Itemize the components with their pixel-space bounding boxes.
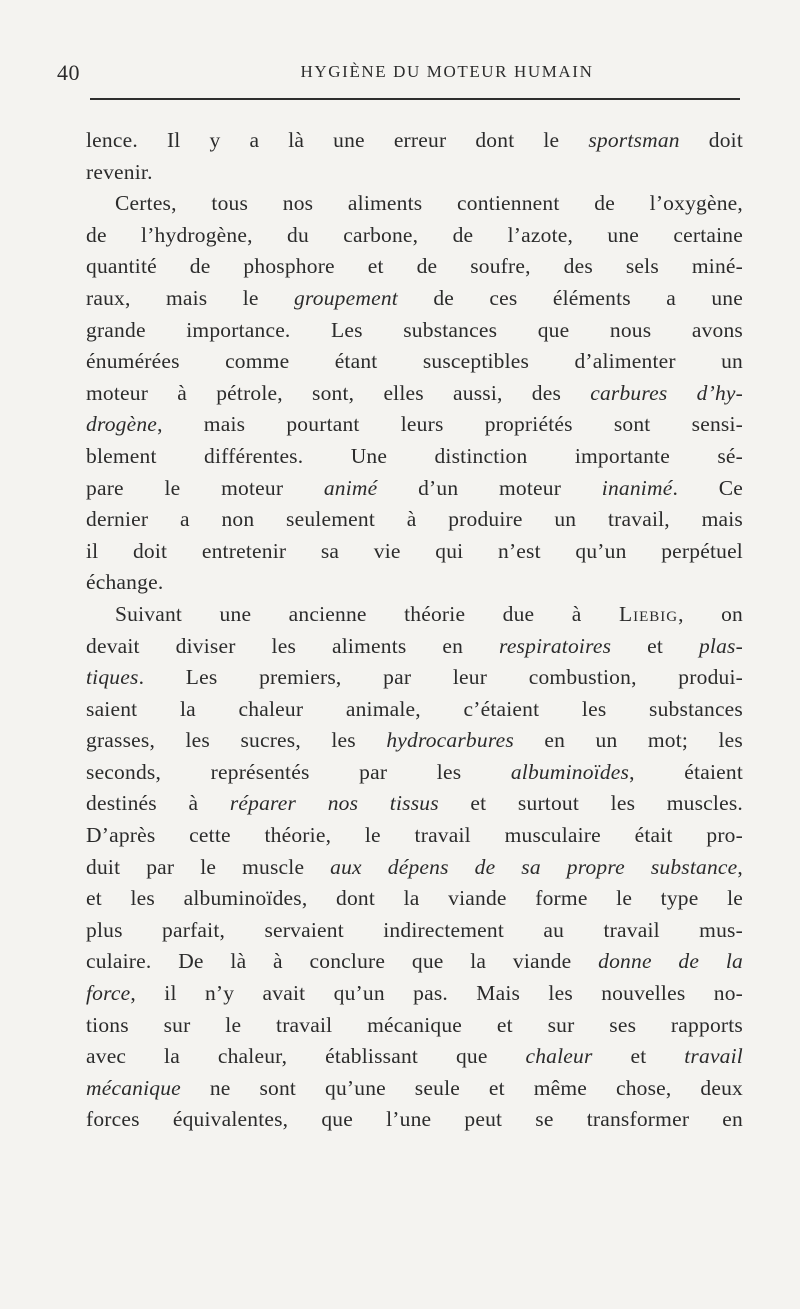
text-line: drogène, mais pourtant leurs propriétés sont sensi- [86,412,743,437]
text-line: destinés à réparer nos tissus et surtout les muscles. [86,791,743,816]
text-line: dernier a non seulement à produire un travail, mais [86,507,743,532]
text-line: avec la chaleur, établissant que chaleur et travail [86,1044,743,1069]
text-line: de l’hydrogène, du carbone, de l’azote, une certaine [86,222,743,247]
text-line: quantité de phosphore et de soufre, des sels miné- [86,254,743,279]
text-line: blement différentes. Une distinction importante sé- [86,443,743,468]
text-line: forces équivalentes, que l’une peut se transformer en [86,1107,743,1132]
text-line: pare le moteur animé d’un moteur inanimé. Ce [86,475,743,500]
text-line: échange. [86,570,164,595]
text-line: plus parfait, servaient indirectement au travail mus- [86,917,743,942]
text-line: duit par le muscle aux dépens de sa propre substance, [86,854,743,879]
page-number: 40 [57,60,80,85]
text-line: culaire. De là à conclure que la viande donne de la [86,949,743,974]
running-title: HYGIÈNE DU MOTEUR HUMAIN [300,62,594,81]
text-line: grande importance. Les substances que nous avons [86,317,743,342]
header-rule [90,98,740,100]
text-line: raux, mais le groupement de ces éléments a une [86,285,743,310]
running-head [57,60,737,90]
text-line: saient la chaleur animale, c’étaient les substances [86,696,743,721]
text-line: il doit entretenir sa vie qui n’est qu’un perpétuel [86,538,743,563]
text-line: tions sur le travail mécanique et sur ses rapports [86,1012,743,1037]
text-line: tiques. Les premiers, par leur combustion, produi- [86,665,743,690]
author-name: Liebig [618,601,679,626]
text-line: lence. Il y a là une erreur dont le sportsman doit [86,128,743,152]
text-line: seconds, représentés par les albuminoïdes, étaient [86,759,743,784]
text-line: énumérées comme étant susceptibles d’alimenter un [86,349,743,374]
text-line: Suivant une ancienne théorie due à Liebig, on [115,601,743,626]
text-line: grasses, les sucres, les hydrocarbures en un mot; les [86,728,743,753]
text-line: moteur à pétrole, sont, elles aussi, des carbures d’hy- [86,380,743,405]
text-line: devait diviser les aliments en respiratoires et plas- [86,633,743,658]
text-line: mécanique ne sont qu’une seule et même chose, deux [86,1075,743,1100]
text-line: revenir. [86,159,153,184]
body-text [86,125,743,1136]
text-line: et les albuminoïdes, dont la viande forme le type le [86,886,743,911]
text-line: force, il n’y avait qu’un pas. Mais les nouvelles no- [86,981,743,1006]
text-line: Certes, tous nos aliments contiennent de l’oxygène, [115,191,743,216]
text-line: D’après cette théorie, le travail musculaire était pro- [86,823,743,848]
